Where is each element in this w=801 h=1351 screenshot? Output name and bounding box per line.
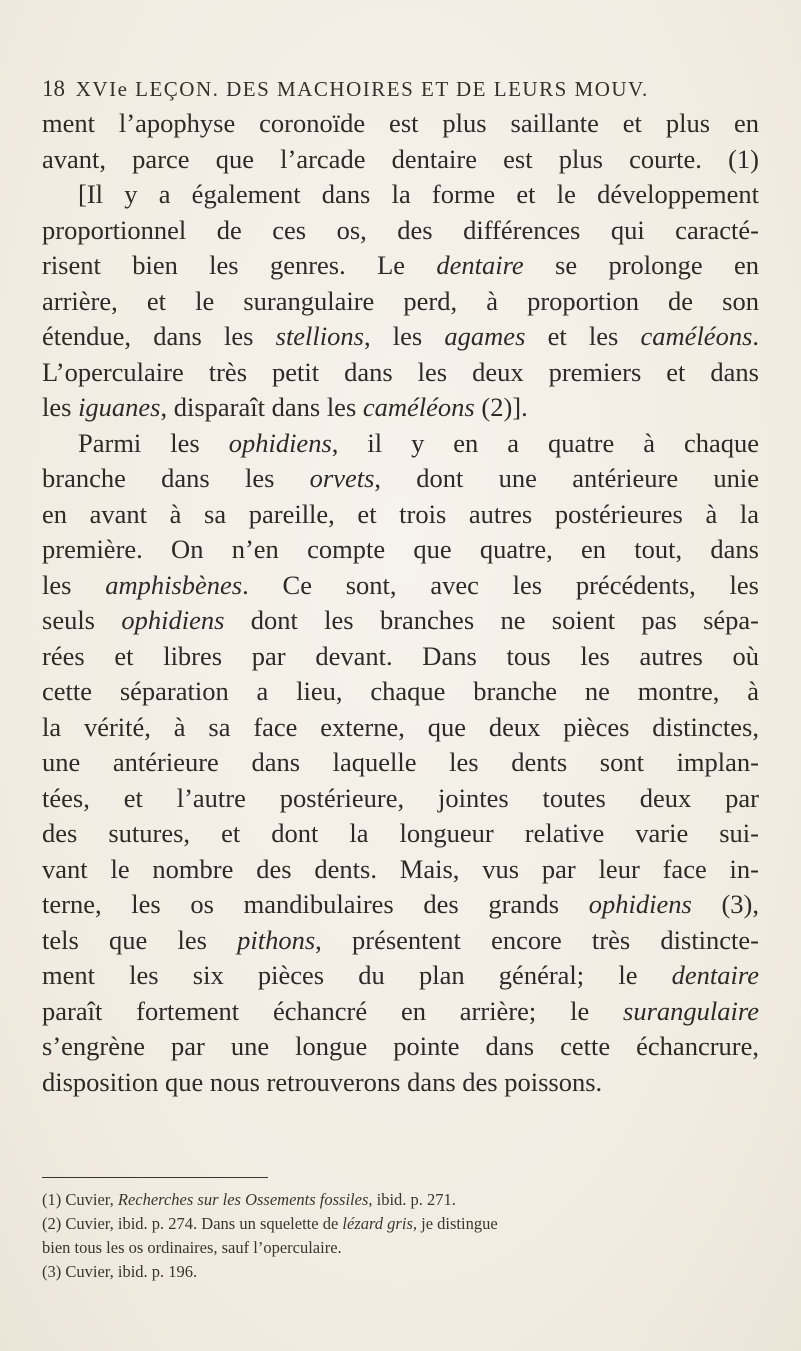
italic-term: dentaire — [436, 250, 524, 280]
text-segment: , les — [363, 321, 445, 351]
text-segment: (3) Cuvier, ibid. p. 196. — [42, 1262, 198, 1281]
text-line — [42, 1029, 759, 1065]
text-segment: (1) Cuvier, — [42, 1190, 118, 1209]
text-line — [42, 284, 759, 320]
text-segment: , présentent encore très distincte- — [315, 924, 760, 955]
text-line — [42, 390, 759, 426]
text-segment: , je distingue — [412, 1214, 498, 1233]
text-segment: s’engrène par une longue pointe dans cette échancrure, — [42, 1031, 759, 1061]
italic-term: pithons — [237, 924, 316, 955]
text-line — [42, 426, 759, 462]
footnote-divider — [42, 1177, 268, 1178]
text-segment: ment les six pièces du plan général; le — [42, 960, 672, 990]
text-line — [42, 781, 759, 817]
text-segment: (2) Cuvier, ibid. p. 274. Dans un squelette de — [42, 1214, 343, 1233]
text-segment: . — [752, 321, 760, 351]
footnotes — [42, 1188, 760, 1284]
italic-term: ophidiens — [228, 427, 332, 458]
text-line — [42, 1065, 759, 1101]
running-header — [42, 76, 762, 102]
text-line — [42, 745, 759, 781]
text-line — [42, 106, 759, 142]
text-segment: avant, parce que l’arcade dentaire est plus courte. (1) — [42, 143, 759, 174]
italic-term: ophidiens — [121, 605, 225, 635]
text-segment: rées et libres par devant. Dans tous les autres où — [42, 640, 759, 671]
italic-term: amphisbènes — [105, 569, 243, 600]
text-segment: cette séparation a lieu, chaque branche ne montre, à — [42, 676, 759, 706]
text-line — [42, 710, 759, 746]
text-segment: , disparaît dans les — [160, 392, 363, 422]
text-line — [42, 994, 759, 1030]
text-line — [42, 177, 759, 213]
text-line — [42, 816, 759, 852]
text-segment: proportionnel de ces os, des différences qui caracté- — [42, 214, 759, 245]
text-segment: arrière, et le surangulaire perd, à proportion de son — [42, 285, 759, 316]
text-segment: terne, les os mandibulaires des grands — [42, 889, 589, 919]
footnote-line — [42, 1236, 760, 1260]
text-segment: en avant à sa pareille, et trois autres postérieures à la — [42, 498, 759, 529]
text-segment: , dont une antérieure unie — [374, 463, 760, 493]
text-line — [42, 887, 759, 923]
text-segment: seuls — [42, 605, 122, 635]
footnote-line — [42, 1212, 760, 1236]
text-segment: les — [42, 569, 106, 600]
text-line — [42, 248, 759, 284]
text-segment: vant le nombre des dents. Mais, vus par leur face in- — [42, 853, 759, 884]
italic-term: Recherches sur les Ossements fossiles — [117, 1190, 369, 1209]
text-line — [42, 958, 759, 994]
italic-term: lézard gris — [342, 1214, 413, 1233]
text-line — [42, 461, 759, 497]
text-segment: étendue, dans les — [42, 321, 276, 351]
text-segment: disposition que nous retrouverons dans des poissons. — [42, 1066, 603, 1097]
main-text — [42, 106, 759, 1100]
text-segment: se prolonge en — [523, 250, 759, 280]
text-segment: ment l’apophyse coronoïde est plus saillante et plus en — [42, 108, 759, 138]
text-line — [42, 923, 759, 959]
text-segment: , ibid. p. 271. — [368, 1190, 456, 1209]
text-segment: des sutures, et dont la longueur relative varie sui- — [42, 818, 759, 848]
italic-term: agames — [444, 321, 526, 351]
text-segment: dont les branches ne soient pas sépa- — [224, 605, 760, 635]
italic-term: surangulaire — [623, 995, 759, 1026]
text-segment: première. On n’en compte que quatre, en tout, dans — [42, 534, 759, 564]
footnote-line — [42, 1260, 760, 1284]
italic-term: stellions — [275, 321, 364, 351]
text-segment: . Ce sont, avec les précédents, les — [242, 569, 759, 600]
text-segment: [Il y a également dans la forme et le développement — [78, 179, 759, 209]
text-segment: une antérieure dans laquelle les dents sont implan- — [42, 747, 759, 777]
text-segment: branche dans les — [42, 463, 310, 493]
text-line — [42, 603, 759, 639]
text-line — [42, 213, 759, 249]
text-line — [42, 319, 759, 355]
text-segment: tels que les — [42, 924, 238, 955]
text-line — [42, 355, 759, 391]
text-segment: (2)]. — [474, 392, 528, 422]
italic-term: caméléons — [640, 321, 753, 351]
italic-term: ophidiens — [588, 889, 692, 919]
text-segment: , il y en a quatre à chaque — [331, 427, 759, 458]
running-title: XVIe LEÇON. DES MACHOIRES ET DE LEURS MOUV. — [75, 77, 649, 101]
text-segment: paraît fortement échancré en arrière; le — [42, 995, 624, 1026]
text-line — [42, 497, 759, 533]
text-segment: (3), — [691, 889, 759, 919]
footnote-line — [42, 1188, 760, 1212]
text-segment: bien tous les os ordinaires, sauf l’operculaire. — [42, 1238, 342, 1257]
text-segment: risent bien les genres. Le — [42, 250, 437, 280]
text-line — [42, 674, 759, 710]
text-segment: L’operculaire très petit dans les deux premiers et dans — [42, 356, 759, 387]
text-segment: les — [42, 392, 79, 422]
italic-term: dentaire — [671, 960, 759, 990]
text-line — [42, 568, 759, 604]
text-line — [42, 639, 759, 675]
text-line — [42, 142, 759, 178]
italic-term: orvets — [309, 463, 375, 493]
text-segment: Parmi les — [78, 427, 229, 458]
text-line — [42, 852, 759, 888]
italic-term: iguanes — [78, 392, 161, 422]
text-segment: et les — [525, 321, 641, 351]
italic-term: caméléons — [362, 392, 475, 422]
text-segment: la vérité, à sa face externe, que deux pièces distinctes, — [42, 711, 759, 742]
text-line — [42, 532, 759, 568]
text-segment: tées, et l’autre postérieure, jointes toutes deux par — [42, 782, 759, 813]
page-number: 18 — [42, 76, 65, 101]
